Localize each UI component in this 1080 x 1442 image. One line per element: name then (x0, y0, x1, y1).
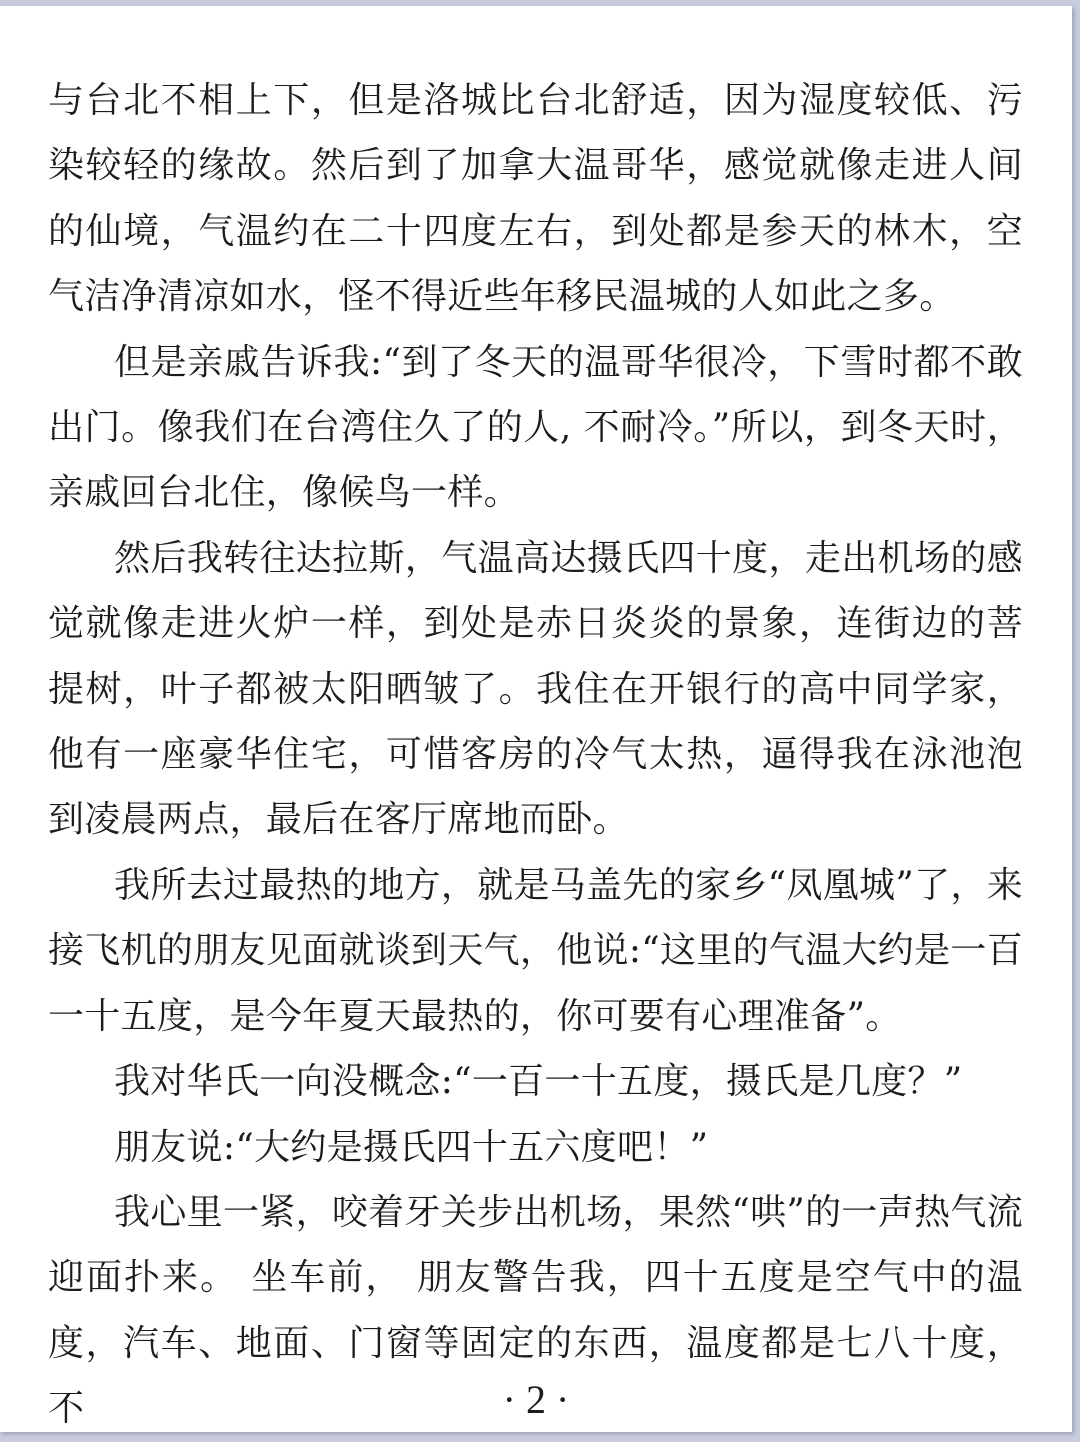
paragraph-6: 朋友说:“大约是摄氏四十五六度吧！” (114, 1126, 709, 1168)
document-page (0, 6, 1072, 1432)
paragraph-1: 与台北不相上下，但是洛城比台北舒适，因为湿度较低、污染较轻的缘故。然后到了加拿大温哥华，感觉就像走进人间的仙境，气温约在二十四度左右，到处都是参天的林木，空气洁净清凉如水，怪不得近些年移民温城的人如此之多。 (48, 80, 1023, 318)
paragraph-4: 我所去过最热的地方，就是马盖先的家乡“凤凰城”了，来接飞机的朋友见面就谈到天气，他说:“这里的气温大约是一百一十五度，是今年夏天最热的，你可要有心理准备”。 (48, 864, 1023, 1037)
page-number: · 2 · (502, 1377, 570, 1422)
paragraph-5: 我对华氏一向没概念:“一百一十五度，摄氏是几度？” (114, 1061, 963, 1103)
paragraph-2: 但是亲戚告诉我:“到了冬天的温哥华很冷，下雪时都不敢出门。像我们在台湾住久了的人, 不耐冷。”所以，到冬天时，亲戚回台北住，像候鸟一样。 (48, 341, 1023, 514)
body-text (48, 68, 1023, 1442)
paragraph-7: 我心里一紧，咬着牙关步出机场，果然“哄”的一声热气流迎面扑来。 坐车前， 朋友警告我，四十五度是空气中的温度，汽车、地面、门窗等固定的东西，温度都是七八十度，不 (48, 1191, 1023, 1430)
paragraph-3: 然后我转往达拉斯，气温高达摄氏四十度，走出机场的感觉就像走进火炉一样，到处是赤日炎炎的景象，连街边的菩提树，叶子都被太阳晒皱了。我住在开银行的高中同学家，他有一座豪华住宅，可惜客房的冷气太热，逼得我在泳池泡到凌晨两点，最后在客厅席地而卧。 (48, 537, 1023, 841)
